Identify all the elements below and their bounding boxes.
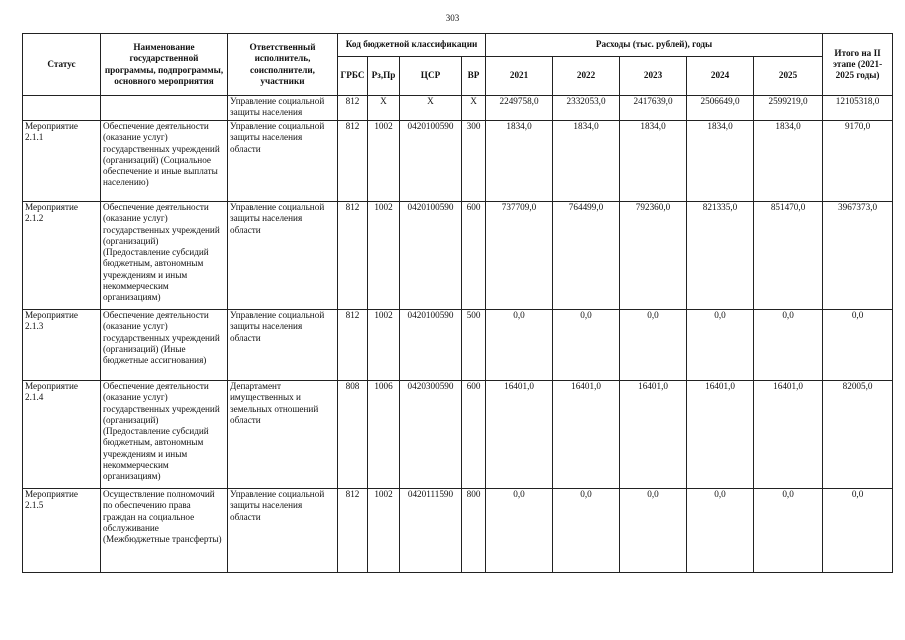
cell-grbs: 812 <box>338 489 368 573</box>
cell-vr: 600 <box>462 202 486 310</box>
cell-2024: 0,0 <box>687 489 754 573</box>
cell-2021: 2249758,0 <box>486 96 553 121</box>
cell-csr: 0420100590 <box>400 121 462 202</box>
cell-name: Осуществление полномочий по обеспечению права граждан на социальное обслуживание (Межбюджетные трансферты) <box>101 489 228 573</box>
cell-rzpr: 1006 <box>368 381 400 489</box>
cell-grbs: 812 <box>338 121 368 202</box>
cell-grbs: 812 <box>338 202 368 310</box>
cell-vr: 300 <box>462 121 486 202</box>
cell-name: Обеспечение деятельности (оказание услуг) государственных учреждений (организаций) (Предоставление субсидий бюджетным, автономным учреждениям и иным некоммерческим организациям) <box>101 202 228 310</box>
cell-csr: 0420111590 <box>400 489 462 573</box>
header-grbs: ГРБС <box>338 57 368 96</box>
header-responsible: Ответственный исполнитель, соисполнители, участники <box>228 34 338 96</box>
cell-2023: 2417639,0 <box>620 96 687 121</box>
cell-name: Обеспечение деятельности (оказание услуг) государственных учреждений (организаций) (Социальное обеспечение и иные выплаты населению) <box>101 121 228 202</box>
cell-status: Мероприятие 2.1.1 <box>23 121 101 202</box>
cell-csr: 0420100590 <box>400 202 462 310</box>
cell-2024: 0,0 <box>687 310 754 381</box>
cell-2021: 737709,0 <box>486 202 553 310</box>
cell-status: Мероприятие 2.1.2 <box>23 202 101 310</box>
header-year-2025: 2025 <box>754 57 823 96</box>
cell-2023: 0,0 <box>620 310 687 381</box>
cell-2025: 2599219,0 <box>754 96 823 121</box>
cell-2021: 1834,0 <box>486 121 553 202</box>
table-row <box>23 96 893 121</box>
cell-2021: 0,0 <box>486 310 553 381</box>
cell-grbs: 812 <box>338 96 368 121</box>
cell-2022: 764499,0 <box>553 202 620 310</box>
header-year-2024: 2024 <box>687 57 754 96</box>
cell-rzpr: 1002 <box>368 121 400 202</box>
cell-total: 9170,0 <box>823 121 893 202</box>
cell-2024: 821335,0 <box>687 202 754 310</box>
cell-2024: 16401,0 <box>687 381 754 489</box>
cell-2022: 0,0 <box>553 489 620 573</box>
cell-csr: X <box>400 96 462 121</box>
cell-rzpr: 1002 <box>368 202 400 310</box>
header-csr: ЦСР <box>400 57 462 96</box>
cell-responsible: Управление социальной защиты населения области <box>228 202 338 310</box>
cell-name <box>101 96 228 121</box>
cell-total: 0,0 <box>823 310 893 381</box>
cell-2022: 1834,0 <box>553 121 620 202</box>
header-vr: ВР <box>462 57 486 96</box>
cell-status: Мероприятие 2.1.5 <box>23 489 101 573</box>
cell-2025: 1834,0 <box>754 121 823 202</box>
cell-csr: 0420100590 <box>400 310 462 381</box>
cell-grbs: 812 <box>338 310 368 381</box>
cell-status: Мероприятие 2.1.4 <box>23 381 101 489</box>
cell-2025: 851470,0 <box>754 202 823 310</box>
cell-grbs: 808 <box>338 381 368 489</box>
header-expenses: Расходы (тыс. рублей), годы <box>486 34 823 57</box>
cell-2021: 0,0 <box>486 489 553 573</box>
table-row <box>23 381 893 489</box>
header-budget-code: Код бюджетной классификации <box>338 34 486 57</box>
cell-2025: 0,0 <box>754 489 823 573</box>
cell-status: Мероприятие 2.1.3 <box>23 310 101 381</box>
cell-name: Обеспечение деятельности (оказание услуг) государственных учреждений (организаций) (Иные бюджетные ассигнования) <box>101 310 228 381</box>
header-rzpr: Рз,Пр <box>368 57 400 96</box>
cell-responsible: Департамент имущественных и земельных отношений области <box>228 381 338 489</box>
cell-vr: 800 <box>462 489 486 573</box>
header-year-2023: 2023 <box>620 57 687 96</box>
cell-2022: 0,0 <box>553 310 620 381</box>
cell-responsible: Управление социальной защиты населения области <box>228 121 338 202</box>
cell-2025: 0,0 <box>754 310 823 381</box>
cell-2025: 16401,0 <box>754 381 823 489</box>
cell-total: 82005,0 <box>823 381 893 489</box>
cell-responsible: Управление социальной защиты населения области <box>228 489 338 573</box>
header-name: Наименование государственной программы, подпрограммы, основного мероприятия <box>101 34 228 96</box>
cell-rzpr: 1002 <box>368 489 400 573</box>
table-row <box>23 310 893 381</box>
cell-2021: 16401,0 <box>486 381 553 489</box>
cell-vr: 600 <box>462 381 486 489</box>
cell-name: Обеспечение деятельности (оказание услуг) государственных учреждений (организаций) (Предоставление субсидий бюджетным, автономным учреждениям и иным некоммерческим организациям) <box>101 381 228 489</box>
header-status: Статус <box>23 34 101 96</box>
cell-2024: 2506649,0 <box>687 96 754 121</box>
header-year-2022: 2022 <box>553 57 620 96</box>
page-number: 303 <box>445 13 460 23</box>
cell-responsible: Управление социальной защиты населения области <box>228 310 338 381</box>
cell-rzpr: X <box>368 96 400 121</box>
cell-vr: X <box>462 96 486 121</box>
table-row <box>23 121 893 202</box>
cell-csr: 0420300590 <box>400 381 462 489</box>
cell-total: 12105318,0 <box>823 96 893 121</box>
header-year-2021: 2021 <box>486 57 553 96</box>
cell-2023: 0,0 <box>620 489 687 573</box>
cell-2023: 1834,0 <box>620 121 687 202</box>
table-row <box>23 202 893 310</box>
cell-vr: 500 <box>462 310 486 381</box>
budget-table <box>22 33 893 573</box>
cell-2022: 2332053,0 <box>553 96 620 121</box>
cell-status <box>23 96 101 121</box>
cell-2022: 16401,0 <box>553 381 620 489</box>
cell-rzpr: 1002 <box>368 310 400 381</box>
cell-2024: 1834,0 <box>687 121 754 202</box>
cell-responsible: Управление социальной защиты населения <box>228 96 338 121</box>
cell-2023: 16401,0 <box>620 381 687 489</box>
cell-total: 3967373,0 <box>823 202 893 310</box>
table-row <box>23 489 893 573</box>
cell-total: 0,0 <box>823 489 893 573</box>
header-total: Итого на II этапе (2021-2025 годы) <box>823 34 893 96</box>
cell-2023: 792360,0 <box>620 202 687 310</box>
